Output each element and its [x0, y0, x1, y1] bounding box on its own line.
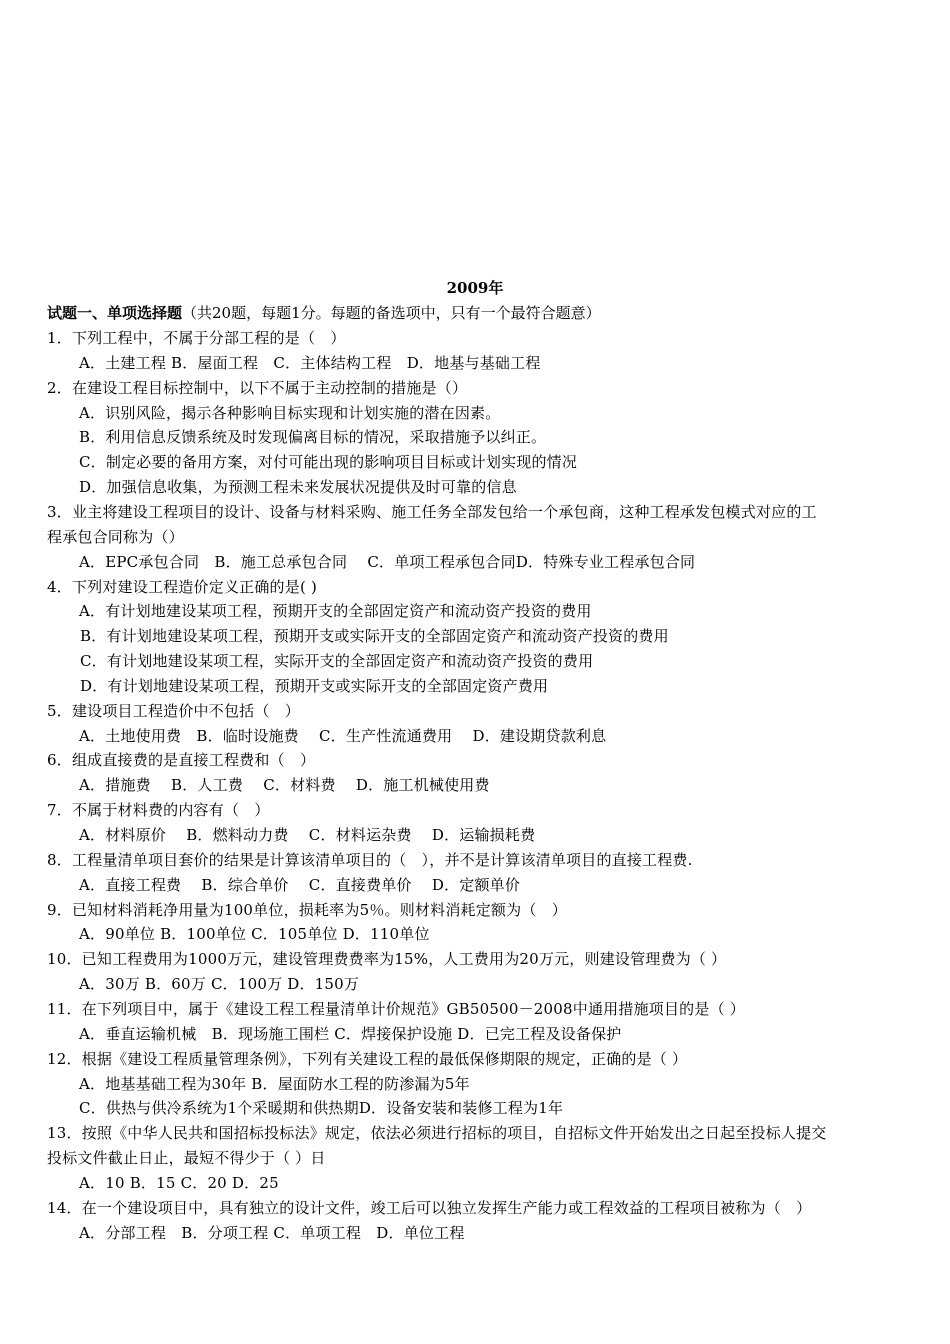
- answer-options: A．30万 B．60万 C．100万 D．150万: [79, 975, 360, 994]
- answer-options: A．10 B．15 C．20 D．25: [79, 1173, 279, 1192]
- question-text: 11．在下列项目中，属于《建设工程工程量清单计价规范》GB50500－2008中通用措施项目的是（ ）: [47, 999, 745, 1018]
- question-text: 1．下列工程中，不属于分部工程的是（ ）: [47, 329, 346, 347]
- answer-options: A．直接工程费 B．综合单价 C．直接费单价 D．定额单价: [79, 875, 521, 894]
- question-text: 9．已知材料消耗净用量为100单位，损耗率为5％。则材料消耗定额为（ ）: [47, 900, 567, 919]
- year-title: 2009年: [446, 279, 504, 297]
- answer-options: A．90单位 B．100单位 C．105单位 D．110单位: [79, 925, 430, 944]
- question-text: 10．已知工程费用为1000万元，建设管理费费率为15%，人工费用为20万元，则建设管理费为（ ）: [47, 950, 727, 969]
- question-text: 7．不属于材料费的内容有（ ）: [47, 801, 270, 820]
- answer-options: A．垂直运输机械 B．现场施工围栏 C．焊接保护设施 D．已完工程及设备保护: [79, 1024, 622, 1043]
- question-text: 12．根据《建设工程质量管理条例》，下列有关建设工程的最低保修期限的规定，正确的是（ ）: [47, 1049, 688, 1068]
- answer-options: A．识别风险，揭示各种影响目标实现和计划实施的潜在因素。: [79, 403, 501, 422]
- answer-options: A．分部工程 B．分项工程 C．单项工程 D．单位工程: [79, 1223, 465, 1242]
- question-text: 14．在一个建设项目中，具有独立的设计文件，竣工后可以独立发挥生产能力或工程效益的工程项目被称为（ ）: [47, 1198, 812, 1217]
- question-text: 8．工程量清单项目套价的结果是计算该清单项目的（ ），并不是计算该清单项目的直接工程费.: [47, 850, 693, 869]
- question-text: 2．在建设工程目标控制中，以下不属于主动控制的措施是（）: [47, 378, 468, 397]
- answer-options: B．有计划地建设某项工程，预期开支或实际开支的全部固定资产和流动资产投资的费用: [80, 627, 669, 646]
- question-text-continued: 投标文件截止日止，最短不得少于（ ）日: [47, 1149, 326, 1168]
- question-text: 13．按照《中华人民共和国招标投标法》规定，依法必须进行招标的项目，自招标文件开始发出之日起至投标人提交: [47, 1124, 827, 1143]
- section-heading-note: （共20题，每题1分。每题的备选项中，只有一个最符合题意）: [182, 304, 601, 322]
- question-text: 4．下列对建设工程造价定义正确的是( ): [47, 577, 318, 596]
- answer-options: A．土地使用费 B．临时设施费 C．生产性流通费用 D．建设期贷款利息: [79, 726, 607, 745]
- answer-options: D．有计划地建设某项工程，预期开支或实际开支的全部固定资产费用: [80, 676, 549, 695]
- answer-options: C．有计划地建设某项工程，实际开支的全部固定资产和流动资产投资的费用: [80, 652, 594, 671]
- question-text: 6．组成直接费的是直接工程费和（ ）: [47, 751, 316, 770]
- answer-options: A．地基基础工程为30年 B．屋面防水工程的防渗漏为5年: [79, 1074, 470, 1093]
- answer-options: B．利用信息反馈系统及时发现偏离目标的情况，采取措施予以纠正。: [79, 428, 547, 447]
- answer-options: C．制定必要的备用方案，对付可能出现的影响项目目标或计划实现的情况: [79, 453, 578, 472]
- answer-options: A．材料原价 B．燃料动力费 C．材料运杂费 D．运输损耗费: [79, 826, 536, 844]
- answer-options: A．土建工程 B．屋面工程 C．主体结构工程 D．地基与基础工程: [79, 353, 541, 372]
- answer-options: A．有计划地建设某项工程，预期开支的全部固定资产和流动资产投资的费用: [79, 602, 592, 621]
- answer-options: C．供热与供冷系统为1个采暖期和供热期D．设备安装和装修工程为1年: [79, 1099, 564, 1118]
- question-text: 5．建设项目工程造价中不包括（ ）: [47, 701, 300, 720]
- answer-options: A．措施费 B．人工费 C．材料费 D．施工机械使用费: [79, 776, 490, 795]
- question-text-continued: 程承包合同称为（）: [47, 527, 184, 546]
- answer-options: A．EPC承包合同 B．施工总承包合同 C．单项工程承包合同D．特殊专业工程承包合同: [79, 552, 696, 571]
- section-heading: [47, 302, 601, 324]
- question-text: 3．业主将建设工程项目的设计、设备与材料采购、施工任务全部发包给一个承包商，这种工程承发包模式对应的工: [47, 502, 817, 521]
- section-heading-bold: 试题一、单项选择题: [47, 304, 183, 322]
- answer-options: D．加强信息收集，为预测工程未来发展状况提供及时可靠的信息: [79, 478, 517, 497]
